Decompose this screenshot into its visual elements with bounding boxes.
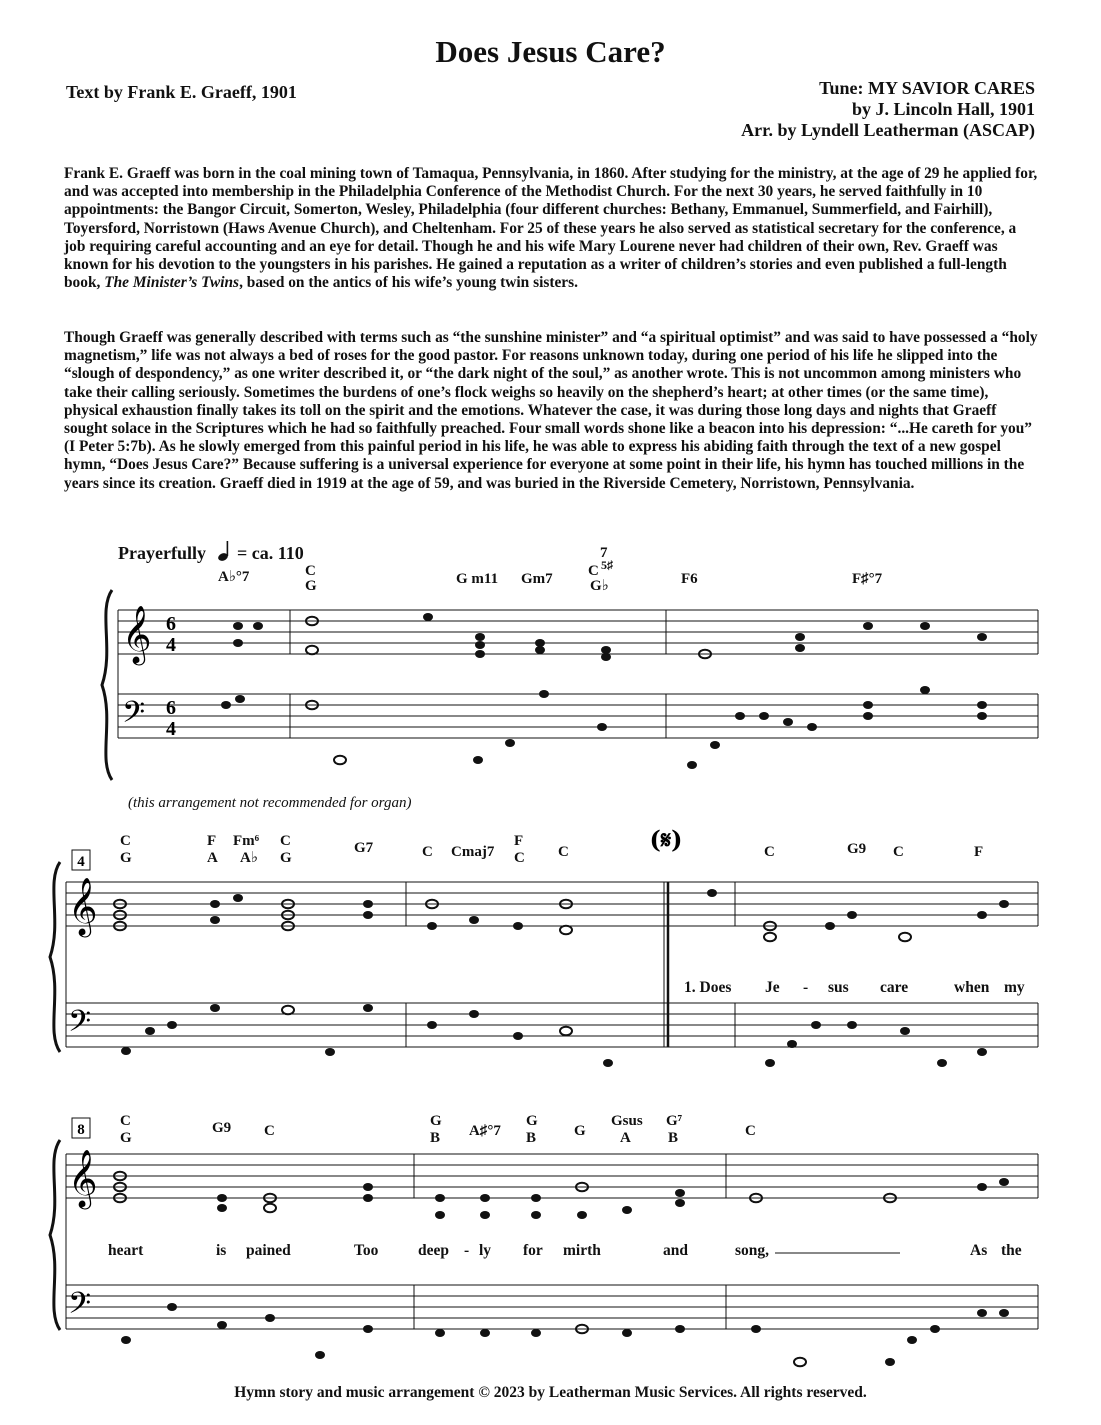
treble-staff-3 — [66, 1154, 1038, 1198]
svg-text:G: G — [430, 1113, 442, 1129]
chord-symbol: G m11 — [456, 571, 499, 587]
svg-text:A: A — [207, 850, 218, 866]
lyric-syllable: 1. Does — [684, 979, 732, 996]
lyric-syllable: is — [216, 1242, 227, 1259]
chord-symbol: Cmaj7 — [451, 844, 495, 860]
lyric-syllable: for — [523, 1242, 543, 1259]
lyric-syllable: pained — [246, 1242, 291, 1259]
lyric-syllable: heart — [108, 1242, 144, 1259]
measure-number-8: 8 — [77, 1122, 85, 1138]
svg-text:7: 7 — [600, 545, 608, 561]
chords-system-1 — [218, 545, 883, 594]
lyric-syllable: when — [954, 979, 990, 996]
time-signature-1 — [166, 613, 176, 740]
lyric-syllable: care — [880, 979, 909, 996]
story-text-a: Frank E. Graeff was born in the coal mining town of Tamaqua, Pennsylvania, in 1860. After studying for the ministry, at the age of 29 he applied for, and was accepted into membership in the Philadelphia Conference of the Methodist Church. For the next 30 years, he served faithfully in 10 appointments: the Bangor Circuit, Somerton, Wesley, Philadelphia (four different churches: Bethany, Emmanuel, Summerfield, and Fairhill), Toyersford, Norristown (Haws Avenue Church), and Cheltenham. For 25 of these years he also served as statistical secretary for the conference, a job requiring careful accounting and an eye for detail. Though he and his wife Mary Lourene never had children of their own, Rev. Graeff was known for his devotion to the youngsters in his parishes. He gained a reputation as a writer of children’s stories and even published a full-length book, — [64, 165, 1038, 292]
chord-symbol: C — [264, 1123, 275, 1139]
lyric-syllable: - — [464, 1242, 470, 1259]
svg-text:Fm⁶: Fm⁶ — [233, 833, 260, 849]
tempo-value: = ca. 110 — [236, 543, 304, 563]
lyrics-line-system-2 — [684, 979, 1025, 996]
chord-symbol: C — [893, 844, 904, 860]
chord-symbol: C — [558, 844, 569, 860]
lyric-syllable: the — [1001, 1242, 1022, 1259]
book-title: The Minister’s Twins — [104, 274, 240, 292]
svg-text:6: 6 — [166, 613, 176, 635]
bass-staff-1 — [118, 694, 1038, 738]
svg-text:B: B — [430, 1130, 441, 1146]
brace-3 — [50, 1140, 60, 1330]
chord-symbol: F♯°7 — [852, 571, 883, 587]
svg-text:G♭: G♭ — [590, 578, 609, 594]
svg-text:C: C — [588, 563, 599, 579]
treble-clef-icon: 𝄞 — [68, 1149, 98, 1207]
svg-text:C: C — [514, 850, 525, 866]
chord-symbol: C — [745, 1123, 756, 1139]
svg-text:G⁷: G⁷ — [666, 1113, 683, 1129]
brace-1 — [102, 590, 112, 780]
svg-text:C: C — [280, 833, 291, 849]
chord-symbol: F — [974, 844, 984, 860]
song-title: Does Jesus Care? — [435, 34, 666, 69]
organ-note: (this arrangement not recommended for organ) — [128, 795, 412, 811]
chord-symbol: G9 — [212, 1120, 232, 1136]
chord-symbol: G9 — [847, 841, 867, 857]
svg-text:F: F — [514, 833, 524, 849]
svg-text:G: G — [120, 1130, 132, 1146]
bass-staff-3 — [66, 1285, 1038, 1329]
text-credit: Text by Frank E. Graeff, 1901 — [66, 82, 297, 102]
copyright-footer: Hymn story and music arrangement © 2023 by Leatherman Music Services. All rights reserved. — [234, 1384, 867, 1401]
treble-staff-1 — [118, 610, 1038, 654]
notes-system-1 — [221, 613, 987, 769]
lyric-syllable: ly — [479, 1242, 492, 1259]
treble-clef-icon: 𝄞 — [122, 605, 152, 663]
story-text-c: Though Graeff was generally described with terms such as “the sunshine minister” and “a spiritual optimist” and was said to have possessed a “holy magnetism,” life was not always a bed of roses for the good pastor. For reasons unknown today, during one period of his life he slipped into the “slough of despondency,” as one writer described it, or “the dark night of the soul,” as another wrote. This is not uncommon among ministers who take their calling seriously. Sometimes the burdens of one’s flock weighs so heavily on the shepherd’s heart; at other times (or the same time), physical exhaustion finally takes its toll on the spirit and the emotions. Whatever the case, it was during those long days and nights that Graeff sought solace in the Scriptures which he had so faithfully preached. Four small words shone like a beacon into his depression: “...He careth for you” (I Peter 5:7b). As he slowly emerged from this painful period in his life, he was able to express his abiding faith through the text of a new gospel hymn, “Does Jesus Care?” Because suffering is a universal experience for everyone at some point in their life, his hymn has touched millions in the years since its creation. Graeff died in 1919 at the age of 59, and was buried in the Riverside Cemetery, Norristown, Pennsylvania. — [64, 329, 1038, 492]
svg-text:G: G — [280, 850, 292, 866]
chord-symbol: A♭°7 — [218, 569, 250, 585]
lyric-syllable: song, — [735, 1242, 770, 1259]
chord-symbol: G — [305, 578, 317, 594]
svg-text:G: G — [120, 850, 132, 866]
arranger: Arr. by Lyndell Leatherman (ASCAP) — [741, 120, 1035, 140]
svg-text:A: A — [620, 1130, 631, 1146]
bass-clef-icon: 𝄢 — [68, 1005, 92, 1046]
notes-system-2 — [114, 889, 1009, 1067]
svg-text:4: 4 — [166, 718, 176, 740]
svg-text:G: G — [526, 1113, 538, 1129]
chords-system-2 — [120, 833, 983, 866]
chord-symbol: C — [305, 563, 316, 579]
measure-number-4: 4 — [77, 854, 85, 870]
lyric-syllable: Je — [765, 979, 780, 996]
svg-text:C: C — [120, 1113, 131, 1129]
svg-text:4: 4 — [166, 634, 176, 656]
lyric-syllable: Too — [354, 1242, 379, 1259]
tune-composer: by J. Lincoln Hall, 1901 — [851, 99, 1035, 119]
lyric-syllable: - — [803, 979, 809, 996]
notes-system-3 — [114, 1172, 1009, 1367]
lyric-syllable: As — [970, 1242, 988, 1259]
bass-clef-icon: 𝄢 — [68, 1287, 92, 1328]
tempo-word: Prayerfully — [118, 543, 206, 563]
treble-clef-icon: 𝄞 — [68, 877, 98, 935]
chord-symbol: F6 — [681, 571, 698, 587]
chord-symbol: G — [574, 1123, 586, 1139]
lyric-syllable: mirth — [563, 1242, 601, 1259]
segno-sign: (𝄋) — [649, 825, 683, 854]
bass-clef-icon: 𝄢 — [122, 696, 146, 737]
svg-text:B: B — [526, 1130, 537, 1146]
chords-system-3 — [120, 1113, 756, 1146]
svg-text:6: 6 — [166, 697, 176, 719]
system-3 — [66, 1154, 1038, 1329]
svg-text:B: B — [668, 1130, 679, 1146]
svg-text:Gsus: Gsus — [611, 1113, 643, 1129]
story-text-b: , based on the antics of his wife’s young twin sisters. — [239, 274, 578, 292]
chord-symbol: G7 — [354, 840, 374, 856]
svg-text:F: F — [207, 833, 217, 849]
brace-2 — [50, 862, 60, 1052]
svg-text:A♭: A♭ — [240, 850, 258, 866]
chord-symbol: Gm7 — [521, 571, 553, 587]
lyric-syllable: deep — [418, 1242, 449, 1259]
chord-symbol: C — [422, 844, 433, 860]
chord-symbol: C — [764, 844, 775, 860]
svg-text:5♯: 5♯ — [601, 558, 613, 572]
lyrics-line-system-3 — [108, 1242, 1022, 1259]
lyric-syllable: sus — [828, 979, 849, 996]
lyric-syllable: my — [1004, 979, 1025, 996]
svg-text:C: C — [120, 833, 131, 849]
tune-name: Tune: MY SAVIOR CARES — [819, 78, 1035, 98]
chord-symbol: A♯°7 — [469, 1123, 501, 1139]
lyric-syllable: and — [663, 1242, 688, 1259]
